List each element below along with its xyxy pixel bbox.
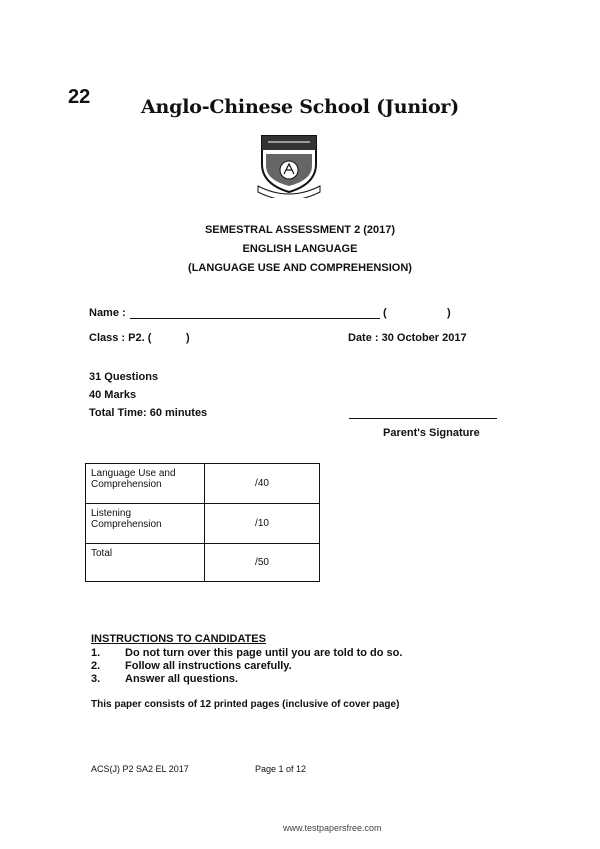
instruction-item (91, 660, 292, 672)
assessment-title: SEMESTRAL ASSESSMENT 2 (2017) (204, 224, 396, 236)
school-name: Anglo-Chinese School (Junior) (140, 96, 460, 118)
register-open-paren: ( (383, 307, 387, 319)
section-name: Language Use and Comprehension (86, 464, 205, 504)
instruction-item (91, 647, 402, 659)
register-close-paren: ) (447, 307, 451, 319)
instruction-text: Follow all instructions carefully. (125, 660, 292, 672)
section-score: /40 (205, 464, 320, 504)
marks-table (85, 463, 320, 582)
date-label: Date : 30 October 2017 (348, 332, 467, 344)
school-crest-logo (256, 128, 322, 198)
name-label: Name : (89, 307, 126, 319)
page-number: 22 (68, 86, 91, 108)
class-label: Class : P2. ( (89, 332, 152, 344)
table-row (86, 504, 320, 544)
paper-title: (LANGUAGE USE AND COMPREHENSION) (188, 262, 412, 274)
name-line[interactable] (130, 318, 380, 319)
total-time: Total Time: 60 minutes (89, 407, 208, 419)
table-row (86, 464, 320, 504)
instruction-item (91, 673, 238, 685)
marks-count: 40 Marks (89, 389, 137, 401)
subject-title: ENGLISH LANGUAGE (242, 243, 358, 255)
page-indicator: Page 1 of 12 (255, 764, 307, 774)
section-name: Listening Comprehension (86, 504, 205, 544)
table-row (86, 544, 320, 582)
questions-count: 31 Questions (89, 371, 159, 383)
section-score: /10 (205, 504, 320, 544)
signature-label: Parent's Signature (383, 427, 480, 439)
watermark-url: www.testpapersfree.com (283, 823, 382, 833)
section-name: Total (86, 544, 205, 582)
paper-code: ACS(J) P2 SA2 EL 2017 (91, 764, 189, 774)
class-close-paren: ) (186, 332, 190, 344)
instruction-number: 3. (91, 673, 101, 685)
instructions-heading: INSTRUCTIONS TO CANDIDATES (91, 633, 266, 645)
instruction-text: Answer all questions. (125, 673, 239, 685)
instruction-text: Do not turn over this page until you are told to do so. (125, 647, 403, 659)
signature-line[interactable] (349, 418, 497, 419)
page-count-note: This paper consists of 12 printed pages (inclusive of cover page) (91, 699, 400, 710)
instruction-number: 1. (91, 647, 101, 659)
instruction-number: 2. (91, 660, 101, 672)
section-score: /50 (205, 544, 320, 582)
